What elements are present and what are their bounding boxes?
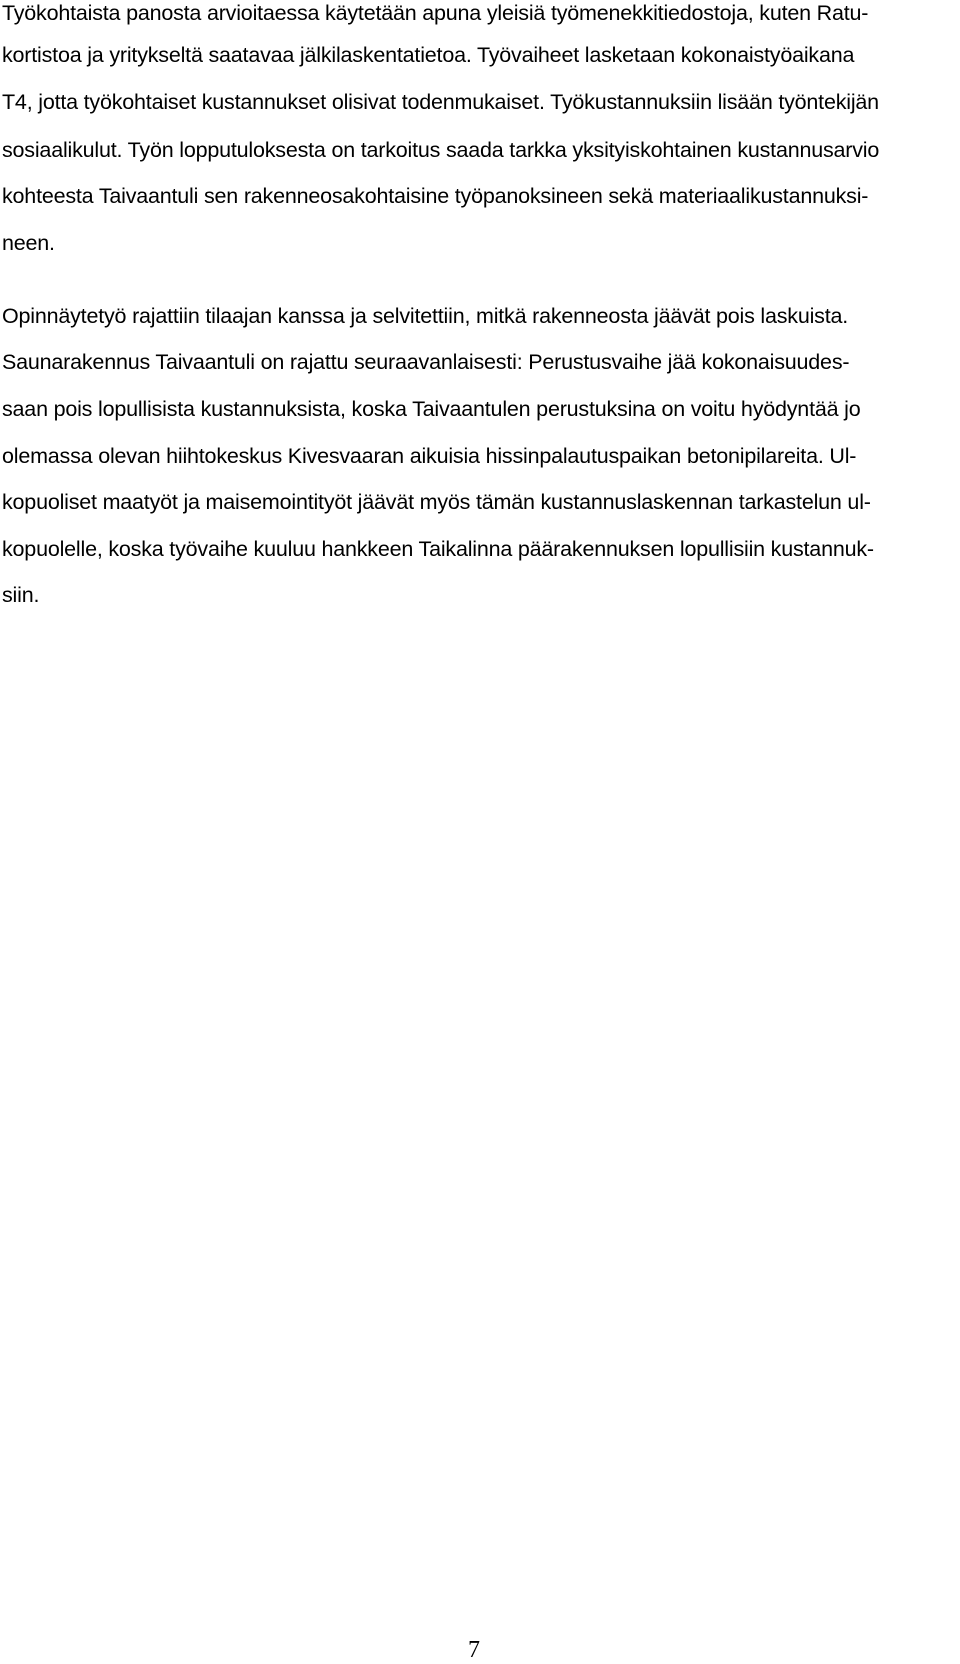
paragraph-1-line-4: sosiaalikulut. Työn lopputuloksesta on tarkoitus saada tarkka yksityiskohtainen kustannusarvio: [2, 138, 880, 162]
paragraph-1-line-2: kortistoa ja yritykseltä saatavaa jälkilaskentatietoa. Työvaiheet lasketaan kokonaistyöaikana: [2, 43, 855, 67]
paragraph-2-line-2: Saunarakennus Taivaantuli on rajattu seuraavanlaisesti: Perustusvaihe jää kokonaisuudes-: [2, 350, 850, 374]
paragraph-2-line-5: kopuoliset maatyöt ja maisemointityöt jäävät myös tämän kustannuslaskennan tarkastelun ul-: [2, 490, 871, 514]
page-number: 7: [468, 1637, 480, 1663]
paragraph-1-line-6: neen.: [2, 231, 55, 255]
paragraph-2-line-7: siin.: [2, 583, 40, 607]
paragraph-2-line-1: Opinnäytetyö rajattiin tilaajan kanssa ja selvitettiin, mitkä rakenneosta jäävät pois laskuista.: [2, 304, 849, 328]
paragraph-1-line-3: T4, jotta työkohtaiset kustannukset olisivat todenmukaiset. Työkustannuksiin lisään työntekijän: [2, 90, 879, 114]
paragraph-2-line-4: olemassa olevan hiihtokeskus Kivesvaaran aikuisia hissinpalautuspaikan betonipilareita. Ul-: [2, 444, 857, 468]
paragraph-2-line-3: saan pois lopullisista kustannuksista, koska Taivaantulen perustuksina on voitu hyödyntää jo: [2, 397, 861, 421]
paragraph-2-line-6: kopuolelle, koska työvaihe kuuluu hankkeen Taikalinna päärakennuksen lopullisiin kustannuk-: [2, 537, 874, 561]
paragraph-1-line-5: kohteesta Taivaantuli sen rakenneosakohtaisine työpanoksineen sekä materiaalikustannuksi-: [2, 184, 869, 208]
paragraph-1-line-1: Työkohtaista panosta arvioitaessa käytetään apuna yleisiä työmenekkitiedostoja, kuten Ratu-: [2, 1, 869, 25]
